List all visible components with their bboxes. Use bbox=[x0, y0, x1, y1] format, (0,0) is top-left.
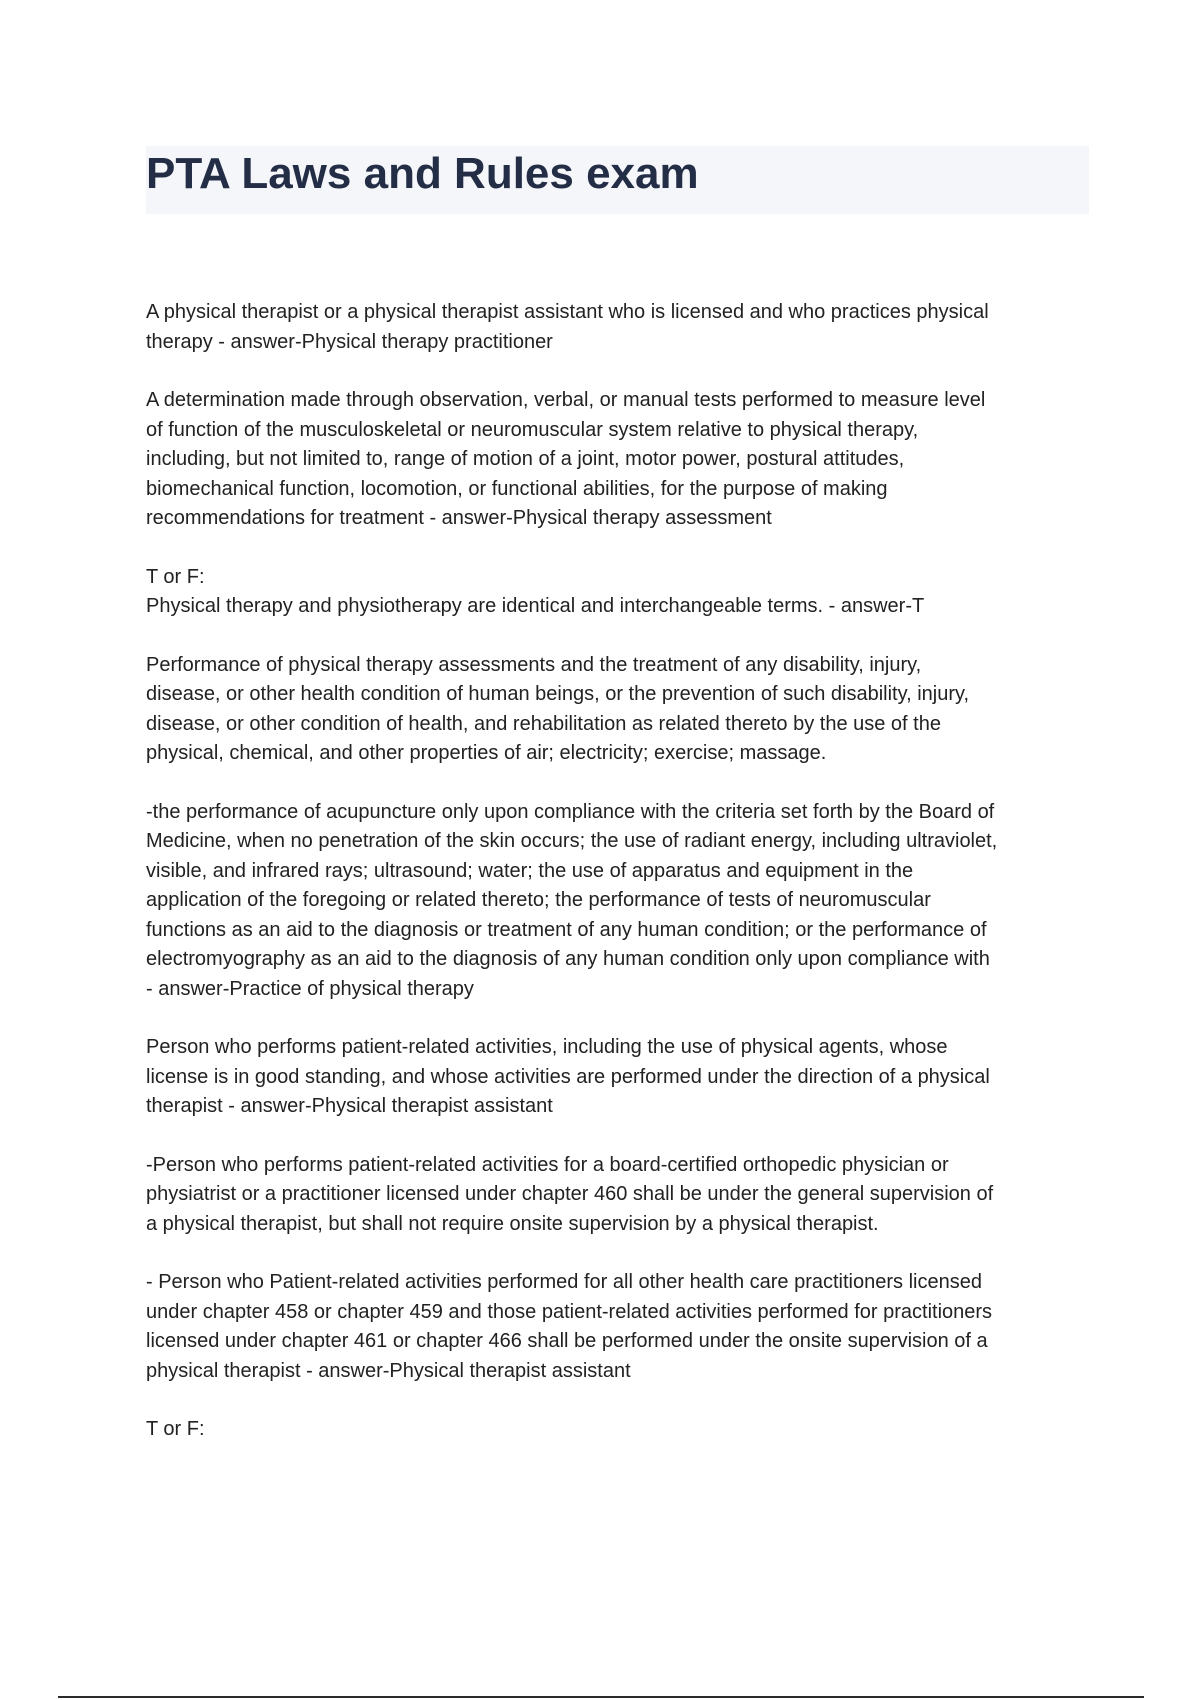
text-line: T or F: bbox=[146, 565, 205, 588]
text-line: Person who performs patient-related activities, including the use of physical agents, whose bbox=[146, 1036, 948, 1058]
text-line: -Person who performs patient-related activities for a board-certified orthopedic physician or bbox=[146, 1153, 949, 1176]
text-line: a physical therapist, but shall not require onsite supervision by a physical therapist. bbox=[146, 1212, 879, 1235]
page-bottom-divider bbox=[58, 1696, 1144, 1698]
text-line: therapy - answer-Physical therapy practitioner bbox=[146, 330, 553, 353]
text-line: Physical therapy and physiotherapy are identical and interchangeable terms. - answer-T bbox=[146, 595, 925, 617]
text-line: Medicine, when no penetration of the skin occurs; the use of radiant energy, including ultraviolet, bbox=[146, 830, 998, 852]
text-line: visible, and infrared rays; ultrasound; water; the use of apparatus and equipment in the bbox=[146, 859, 914, 882]
text-line: of function of the musculoskeletal or neuromuscular system relative to physical therapy, bbox=[146, 418, 919, 441]
text-line: license is in good standing, and whose activities are performed under the direction of a physical bbox=[146, 1065, 990, 1088]
text-line: recommendations for treatment - answer-Physical therapy assessment bbox=[146, 507, 772, 529]
text-line: application of the foregoing or related thereto; the performance of tests of neuromuscular bbox=[146, 889, 931, 911]
text-line: physical therapist - answer-Physical therapist assistant bbox=[146, 1359, 631, 1382]
qa-paragraph bbox=[146, 798, 1086, 1005]
title-banner bbox=[146, 146, 1089, 214]
qa-paragraph bbox=[146, 651, 1086, 769]
text-line: A physical therapist or a physical therapist assistant who is licensed and who practices physical bbox=[146, 301, 989, 323]
text-line: therapist - answer-Physical therapist assistant bbox=[146, 1095, 553, 1117]
document-title: PTA Laws and Rules exam bbox=[146, 149, 699, 198]
text-line: disease, or other condition of health, and rehabilitation as related thereto by the use of the bbox=[146, 712, 941, 735]
qa-paragraph bbox=[146, 386, 1086, 534]
text-line: -the performance of acupuncture only upon compliance with the criteria set forth by the Board of bbox=[146, 800, 995, 823]
text-line: T or F: bbox=[146, 1418, 205, 1440]
text-line: Performance of physical therapy assessments and the treatment of any disability, injury, bbox=[146, 653, 922, 676]
text-line: electromyography as an aid to the diagnosis of any human condition only upon compliance with bbox=[146, 948, 990, 970]
text-line: under chapter 458 or chapter 459 and those patient-related activities performed for practitioners bbox=[146, 1300, 993, 1323]
qa-paragraph bbox=[146, 1268, 1086, 1386]
text-line: - answer-Practice of physical therapy bbox=[146, 977, 474, 1000]
qa-paragraph bbox=[146, 563, 1086, 622]
qa-paragraph bbox=[146, 1415, 1086, 1445]
text-line: licensed under chapter 461 or chapter 466 shall be performed under the onsite supervision of a bbox=[146, 1330, 988, 1352]
qa-paragraph bbox=[146, 1151, 1086, 1240]
qa-paragraph bbox=[146, 1033, 1086, 1122]
text-line: physiatrist or a practitioner licensed under chapter 460 shall be under the general supervision of bbox=[146, 1183, 994, 1205]
text-line: A determination made through observation, verbal, or manual tests performed to measure level bbox=[146, 389, 986, 411]
text-line: physical, chemical, and other properties of air; electricity; exercise; massage. bbox=[146, 742, 827, 764]
text-line: biomechanical function, locomotion, or functional abilities, for the purpose of making bbox=[146, 477, 888, 500]
text-line: including, but not limited to, range of motion of a joint, motor power, postural attitudes, bbox=[146, 448, 905, 470]
text-line: functions as an aid to the diagnosis or treatment of any human condition; or the performance of bbox=[146, 918, 987, 941]
qa-paragraph bbox=[146, 298, 1086, 357]
document-body bbox=[146, 298, 1086, 1474]
text-line: - Person who Patient-related activities performed for all other health care practitioners licensed bbox=[146, 1271, 982, 1293]
text-line: disease, or other health condition of human beings, or the prevention of such disability, injury, bbox=[146, 683, 970, 705]
